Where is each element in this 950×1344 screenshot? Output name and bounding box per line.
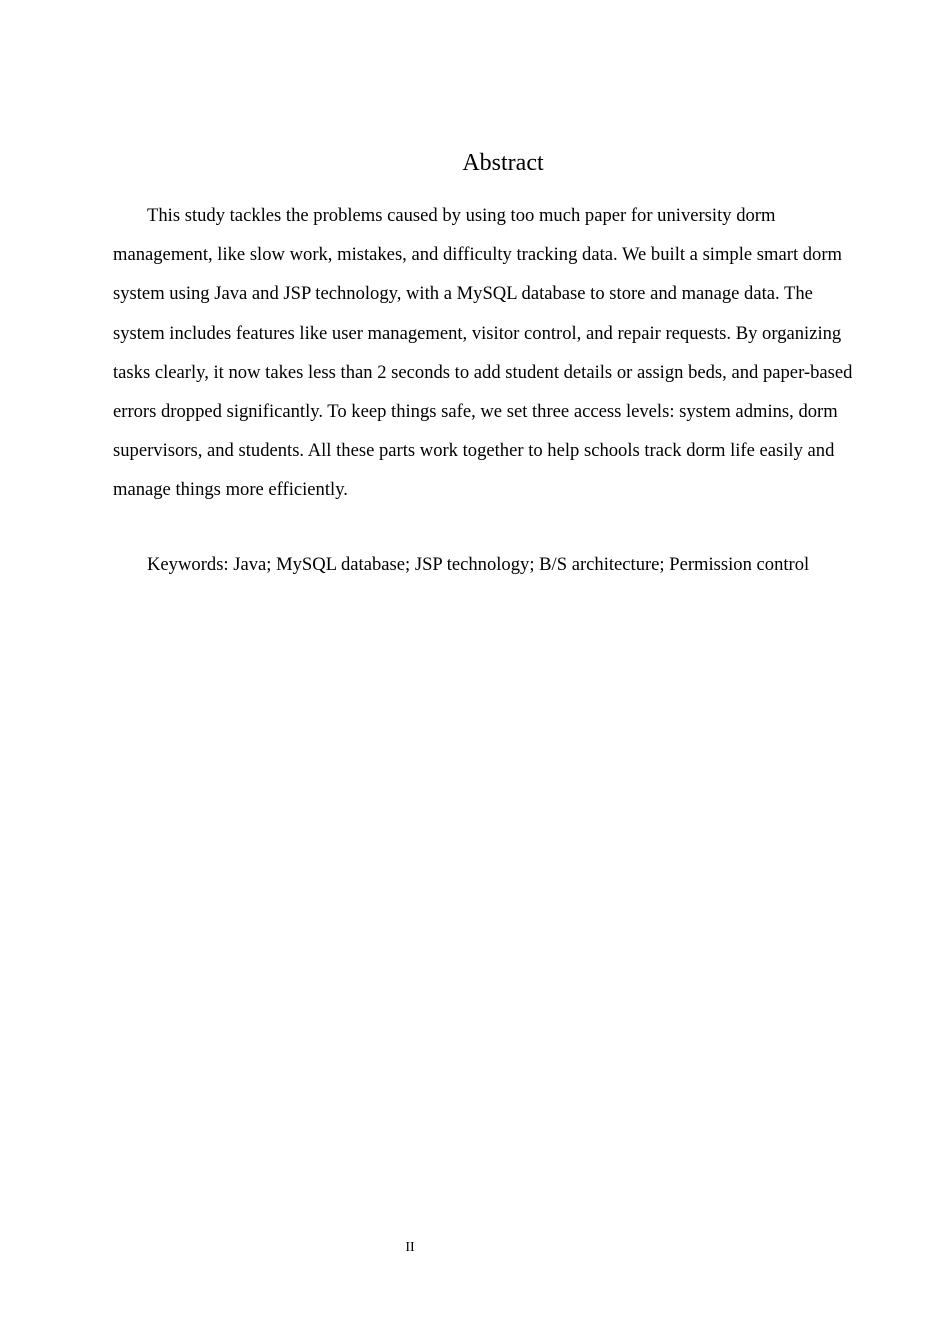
abstract-title: Abstract bbox=[462, 150, 544, 176]
page-number: II bbox=[405, 1240, 415, 1255]
keywords-line: Keywords: Java; MySQL database; JSP technology; B/S architecture; Permission control bbox=[147, 554, 810, 575]
abstract-paragraph: This study tackles the problems caused by using too much paper for university dorm management, like slow work, mistakes, and difficulty tracking data. We built a simple smart dorm system using Java and JSP technology, with a MySQL database to store and manage data. The system includes features like user management, visitor control, and repair requests. By organizing tasks clearly, it now takes less than 2 seconds to add student details or assign beds, and paper-based errors dropped significantly. To keep things safe, we set three access levels: system admins, dorm supervisors, and students. All these parts work together to help schools track dorm life easily and manage things more efficiently. bbox=[113, 205, 853, 501]
